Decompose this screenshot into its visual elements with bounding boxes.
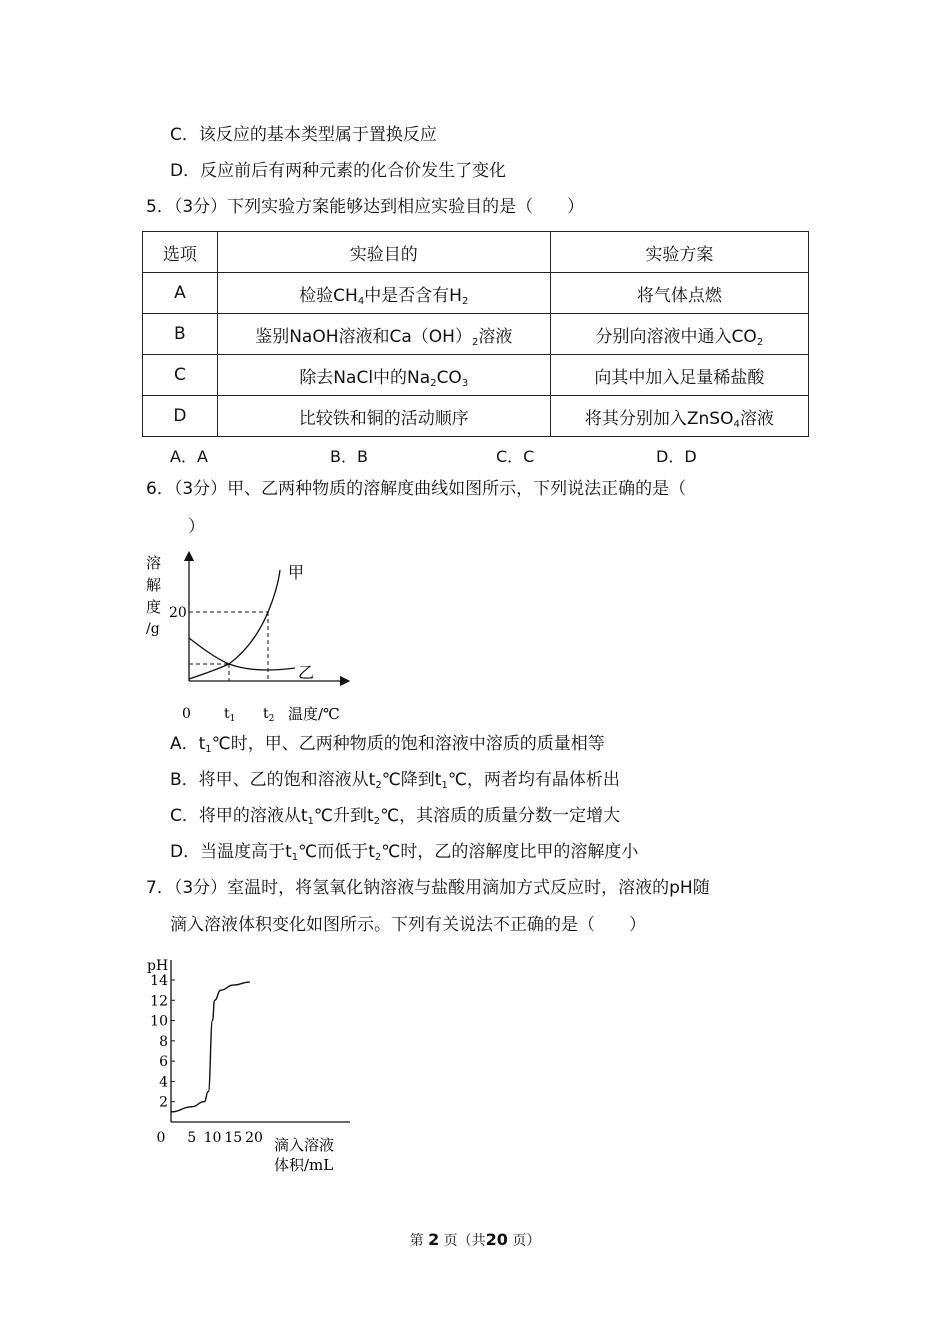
series-label-yi: 乙 (298, 663, 315, 682)
q5-stem: 5．（3分）下列实验方案能够达到相应实验目的是（ ） (146, 197, 585, 217)
origin-label: 0 (182, 706, 191, 722)
table-header-row (143, 232, 809, 273)
y-axis-label: 度 (146, 598, 162, 616)
table-cell-option: B (143, 314, 218, 355)
x-tick-label: 0 (156, 1130, 166, 1146)
x-tick-label: 15 (224, 1130, 243, 1146)
y-axis-label: 溶 (146, 554, 162, 572)
q5-choice-d: D．D (656, 447, 697, 466)
q4-option-d: D．反应前后有两种元素的化合价发生了变化 (170, 161, 507, 181)
series-jia-curve (189, 570, 280, 679)
table-header: 实验目的 (217, 232, 550, 273)
table-cell-goal: 检验$CH_4$中是否含有$H_2$ (217, 273, 550, 314)
q6-stem: 6．（3分）甲、乙两种物质的溶解度曲线如图所示，下列说法正确的是（ (146, 479, 687, 499)
series-yi-curve (189, 638, 295, 670)
x-axis-label: 体积/mL (274, 1156, 334, 1174)
q5-choice-b: B．B (330, 447, 368, 466)
q6-option-a: A．$t_1℃$时，甲、乙两种物质的饱和溶液中溶质的质量相等 (170, 734, 605, 755)
y-tick-label: 8 (159, 1033, 168, 1050)
table-row (143, 355, 809, 396)
y-tick-label: 6 (159, 1054, 168, 1071)
y-tick-label: 10 (150, 1013, 168, 1030)
y-axis-label: /g (146, 621, 160, 637)
table-cell-goal: 除去NaCl中的$Na_2CO_3$ (217, 355, 550, 396)
table-cell-option: C (143, 355, 218, 396)
x-axis-label: 滴入溶液 (274, 1136, 335, 1154)
x-tick-label: 5 (187, 1130, 197, 1146)
q6-option-b: B．将甲、乙的饱和溶液从$t_2℃$降到$t_1℃$，两者均有晶体析出 (170, 770, 620, 791)
y-tick-label: 20 (169, 605, 187, 621)
x-tick-label: 20 (245, 1130, 263, 1146)
series-label-jia: 甲 (288, 563, 305, 582)
q7-stem-line2: 滴入溶液体积变化如图所示。下列有关说法不正确的是（ ） (170, 915, 646, 935)
table-cell-plan: 将其分别加入ZnSO$_4$溶液 (550, 396, 808, 437)
table-cell-option: D (143, 396, 218, 437)
table-row (143, 314, 809, 355)
q7-stem-line1: 7．（3分）室温时，将氢氧化钠溶液与盐酸用滴加方式反应时，溶液的pH随 (146, 878, 710, 898)
q6-option-c: C．将甲的溶液从$t_1℃$升到$t_2℃$，其溶质的质量分数一定增大 (170, 806, 621, 827)
table-header: 选项 (143, 232, 218, 273)
x-tick-label: 10 (203, 1130, 222, 1146)
table-cell-option: A (143, 273, 218, 314)
q6-stem-cont: ） (188, 517, 205, 537)
q5-choice-c: C．C (496, 447, 535, 466)
y-tick-label: 14 (150, 973, 168, 989)
ph-chart (140, 948, 360, 1178)
q6-option-d: D．当温度高于$t_1℃$而低于$t_2℃$时，乙的溶解度比甲的溶解度小 (170, 842, 639, 863)
y-tick-label: 2 (159, 1094, 168, 1111)
ph-curve (171, 982, 250, 1112)
table-cell-plan: 将气体点燃 (550, 273, 808, 314)
x-axis-label: 温度/℃ (288, 705, 340, 723)
x-tick-label: $t_1$ (224, 706, 236, 724)
table-header: 实验方案 (550, 232, 808, 273)
q5-table (142, 231, 809, 437)
table-cell-goal: 比较铁和铜的活动顺序 (217, 396, 550, 437)
solubility-chart (140, 548, 360, 728)
y-tick-label: 4 (159, 1074, 168, 1091)
y-tick-label: 12 (150, 993, 168, 1010)
q4-option-c: C．该反应的基本类型属于置换反应 (170, 125, 437, 145)
table-row (143, 396, 809, 437)
y-axis-label: pH (147, 958, 169, 974)
q5-choice-a: A．A (170, 447, 208, 466)
page-footer: 第 2 页（共20 页） (409, 1230, 541, 1249)
x-tick-label: $t_2$ (263, 706, 275, 724)
table-cell-plan: 分别向溶液中通入$CO_2$ (550, 314, 808, 355)
table-row (143, 273, 809, 314)
table-cell-plan: 向其中加入足量稀盐酸 (550, 355, 808, 396)
table-cell-goal: 鉴别NaOH溶液和$Ca(OH)_2$溶液 (217, 314, 550, 355)
y-axis-label: 解 (146, 576, 162, 594)
